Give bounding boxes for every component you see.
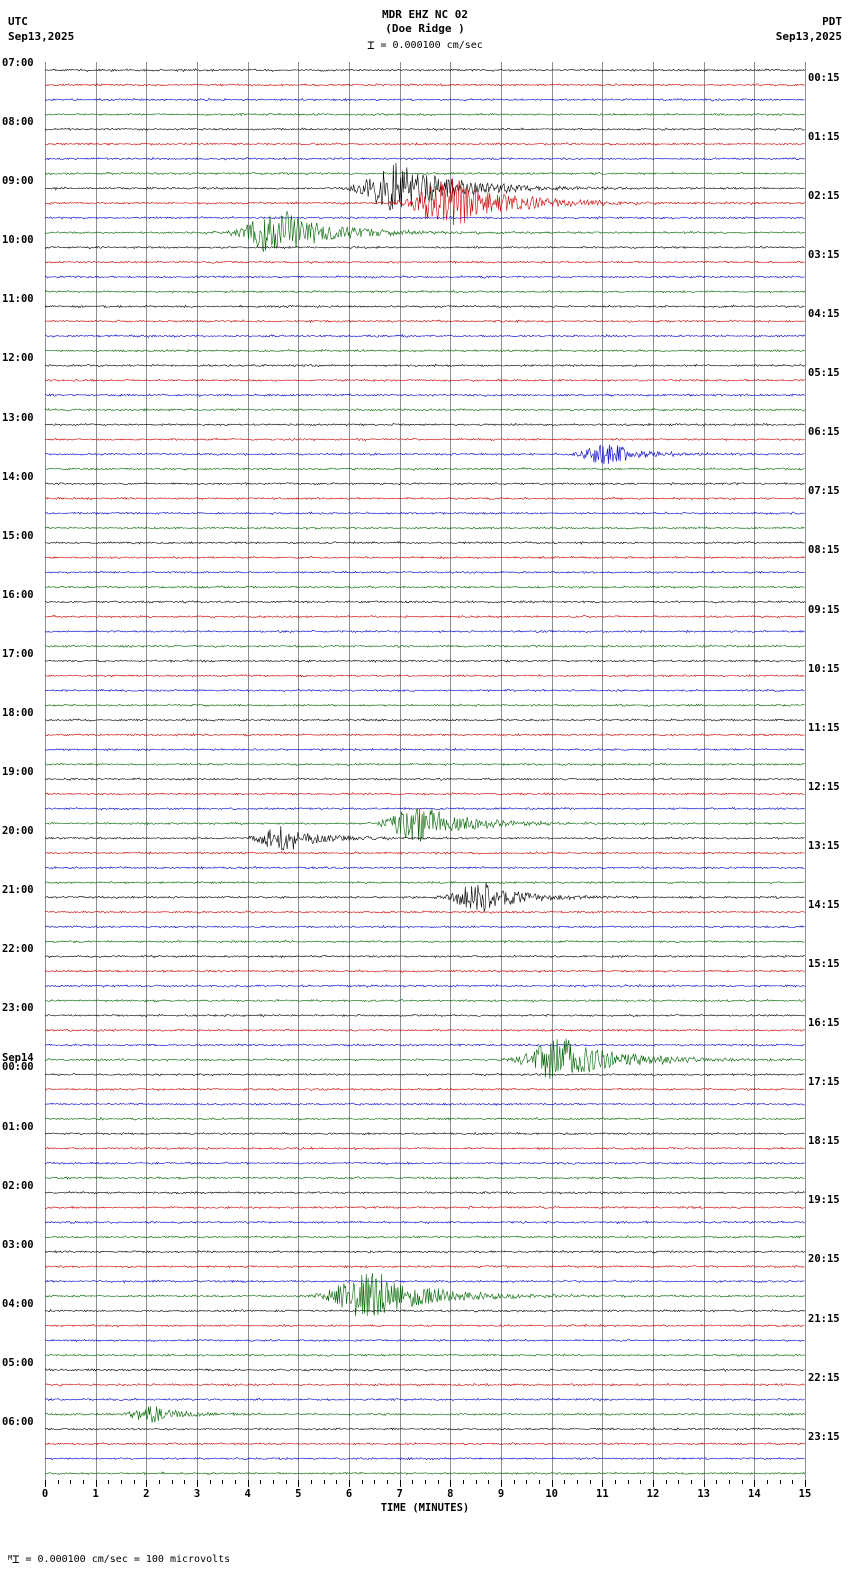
x-tick-minor (210, 1480, 211, 1484)
seismic-trace (45, 84, 805, 86)
left-time-label: 19:00 (2, 766, 34, 778)
seismic-trace (45, 1073, 805, 1076)
seismic-trace (45, 733, 805, 736)
seismic-trace (45, 394, 805, 397)
seismic-trace (45, 1369, 805, 1372)
x-tick (704, 1480, 705, 1487)
seismic-trace (45, 1280, 805, 1283)
right-time-label: 23:15 (808, 1430, 840, 1443)
left-time-label: 18:00 (2, 706, 34, 719)
seismic-trace (45, 778, 805, 781)
right-time-label: 00:15 (808, 71, 840, 84)
seismic-trace (45, 911, 805, 914)
seismic-trace (45, 1310, 805, 1313)
left-time-label: 03:00 (2, 1238, 34, 1251)
x-tick-label: 14 (748, 1488, 761, 1500)
x-tick (45, 1480, 46, 1487)
seismic-trace (45, 1117, 805, 1120)
x-tick-minor (476, 1480, 477, 1484)
x-tick-minor (184, 1480, 185, 1484)
right-time-label: 06:15 (808, 426, 840, 439)
x-tick-minor (539, 1480, 540, 1484)
seismic-trace (45, 1206, 805, 1209)
x-tick-label: 5 (295, 1488, 302, 1500)
left-time-label: 22:00 (2, 943, 34, 956)
seismogram-plot (45, 62, 805, 1480)
left-time-label: 13:00 (2, 411, 34, 424)
seismic-trace (45, 793, 805, 796)
right-time-label: 15:15 (808, 958, 840, 971)
x-tick (96, 1480, 97, 1487)
left-time-label: 21:00 (2, 884, 34, 897)
seismic-trace (45, 1236, 805, 1239)
seismic-trace (45, 438, 805, 441)
x-tick-minor (58, 1480, 59, 1484)
x-tick-minor (666, 1480, 667, 1484)
x-tick-label: 15 (798, 1488, 812, 1500)
scale-label: = 0.000100 cm/sec (380, 40, 483, 51)
x-tick-minor (286, 1480, 287, 1484)
seismic-trace (45, 542, 805, 545)
x-tick (146, 1480, 147, 1487)
x-tick-minor (615, 1480, 616, 1484)
seismic-trace (45, 172, 805, 175)
seismic-trace (45, 999, 805, 1002)
seismic-trace (45, 320, 805, 323)
x-tick-minor (526, 1480, 527, 1484)
x-tick-minor (83, 1480, 84, 1484)
x-tick-minor (640, 1480, 641, 1484)
seismic-trace (45, 143, 805, 146)
seismic-trace (45, 290, 805, 293)
left-time-label: 11:00 (2, 293, 34, 306)
seismic-trace (45, 867, 805, 870)
x-tick-minor (159, 1480, 160, 1484)
x-tick-minor (374, 1480, 375, 1484)
x-tick-minor (564, 1480, 565, 1484)
x-tick (602, 1480, 603, 1487)
x-tick-label: 12 (646, 1488, 660, 1500)
seismic-trace (45, 1472, 805, 1475)
x-tick-minor (780, 1480, 781, 1484)
x-tick-minor (70, 1480, 71, 1484)
right-time-label: 08:15 (808, 544, 840, 557)
x-tick (501, 1480, 502, 1487)
right-time-label: 05:15 (808, 367, 840, 380)
left-time-label: 14:00 (2, 470, 34, 483)
x-tick-minor (729, 1480, 730, 1484)
seismic-trace (45, 675, 805, 677)
x-tick-minor (628, 1480, 629, 1484)
seismic-trace (45, 1354, 805, 1357)
right-time-label: 10:15 (808, 662, 840, 675)
x-tick-label: 6 (345, 1488, 353, 1500)
x-tick-label: 3 (193, 1488, 201, 1500)
seismic-trace (45, 826, 805, 850)
x-tick-minor (336, 1480, 337, 1484)
x-tick-minor (590, 1480, 591, 1484)
seismic-trace (45, 423, 805, 426)
x-tick-minor (514, 1480, 515, 1484)
seismic-trace (45, 1265, 805, 1268)
footer-scale (8, 1552, 230, 1566)
utc-date: Sep13,2025 (8, 30, 75, 43)
left-time-label: 01:00 (2, 1120, 34, 1133)
seismic-trace (45, 881, 805, 883)
right-time-label: 21:15 (808, 1312, 840, 1325)
left-time-label: 04:00 (2, 1297, 34, 1310)
footer-m-icon: M (8, 1554, 13, 1562)
pdt-label: PDT (822, 15, 842, 28)
left-time-label: 23:00 (2, 1002, 34, 1015)
x-tick-label: 9 (497, 1488, 505, 1500)
right-time-label: 11:15 (808, 721, 840, 734)
x-tick-minor (488, 1480, 489, 1484)
left-time-label: 02:00 (2, 1179, 34, 1192)
x-tick-minor (742, 1480, 743, 1484)
seismic-trace (45, 379, 805, 382)
x-tick-minor (767, 1480, 768, 1484)
x-tick-label: 0 (41, 1488, 49, 1500)
right-time-label: 17:15 (808, 1076, 840, 1089)
seismic-trace (45, 1383, 805, 1386)
x-tick-label: 7 (396, 1488, 403, 1500)
seismic-trace (45, 763, 805, 766)
x-tick (754, 1480, 755, 1487)
seismic-trace (45, 689, 805, 692)
x-tick (552, 1480, 553, 1487)
x-tick (349, 1480, 350, 1487)
x-tick-minor (463, 1480, 464, 1484)
x-tick-minor (134, 1480, 135, 1484)
seismic-trace (45, 1251, 805, 1254)
left-time-label: 06:00 (2, 1415, 34, 1428)
seismic-trace (45, 1221, 805, 1224)
right-time-label: 12:15 (808, 780, 840, 793)
gridline-vertical (805, 62, 806, 1480)
right-time-label: 07:15 (808, 485, 840, 498)
seismic-trace (45, 445, 805, 464)
seismic-trace (45, 660, 805, 663)
left-time-label: 12:00 (2, 352, 34, 365)
x-tick-label: 8 (447, 1488, 454, 1500)
x-tick-minor (425, 1480, 426, 1484)
seismic-trace (45, 305, 805, 308)
seismic-trace (45, 1398, 805, 1401)
seismic-trace (45, 1457, 805, 1460)
trace-lines (45, 62, 805, 1480)
footer-scale-bar-icon: ⌶ (12, 1552, 20, 1566)
left-time-label: 05:00 (2, 1356, 34, 1369)
seismic-trace (45, 852, 805, 855)
seismic-trace (45, 1029, 805, 1032)
x-axis (41, 1480, 812, 1500)
seismic-trace (45, 809, 805, 842)
left-time-label: 15:00 (2, 529, 34, 542)
x-tick-minor (235, 1480, 236, 1484)
right-time-label: 20:15 (808, 1253, 840, 1266)
x-tick-minor (691, 1480, 692, 1484)
x-tick-minor (273, 1480, 274, 1484)
seismic-trace (45, 1044, 805, 1046)
seismic-trace (45, 926, 805, 929)
seismic-trace (45, 1273, 805, 1316)
left-time-label: 10:00 (2, 234, 34, 247)
x-tick-minor (108, 1480, 109, 1484)
chart-title-block (0, 8, 850, 36)
seismic-trace (45, 216, 805, 219)
x-axis-title: TIME (MINUTES) (380, 1502, 470, 1514)
x-tick-minor (678, 1480, 679, 1484)
x-tick-minor (438, 1480, 439, 1484)
right-time-label: 01:15 (808, 130, 840, 143)
left-time-label: 09:00 (2, 175, 34, 188)
x-tick-minor (324, 1480, 325, 1484)
x-tick-minor (172, 1480, 173, 1484)
x-tick-minor (121, 1480, 122, 1484)
seismic-trace (45, 468, 805, 471)
x-tick (400, 1480, 401, 1487)
left-time-label: 07:00 (2, 57, 34, 69)
x-tick (298, 1480, 299, 1487)
seismic-trace (45, 69, 805, 72)
seismic-trace (45, 985, 805, 988)
seismic-trace (45, 970, 805, 973)
seismic-trace (45, 586, 805, 588)
seismic-trace (45, 157, 805, 160)
seismic-trace (45, 601, 805, 604)
seismic-trace (45, 276, 805, 279)
seismic-trace (45, 364, 805, 367)
seismic-trace (45, 1177, 805, 1180)
x-tick-label: 2 (143, 1488, 150, 1500)
x-tick-minor (362, 1480, 363, 1484)
right-time-label: 02:15 (808, 189, 840, 202)
left-time-label: 00:00 (2, 1061, 34, 1074)
seismic-trace (45, 1339, 805, 1342)
seismic-trace (45, 645, 805, 648)
station-name: (Doe Ridge ) (385, 22, 465, 35)
x-tick-label: 10 (545, 1488, 558, 1500)
utc-label: UTC (8, 15, 28, 28)
left-time-label: 16:00 (2, 588, 34, 601)
seismic-trace (45, 1088, 805, 1091)
seismic-trace (45, 512, 805, 515)
seismic-trace (45, 955, 805, 958)
seismic-trace (45, 556, 805, 559)
seismic-trace (45, 704, 805, 707)
x-tick (450, 1480, 451, 1487)
right-time-label: 14:15 (808, 898, 840, 911)
seismic-trace (45, 497, 805, 500)
right-time-label: 18:15 (808, 1135, 840, 1148)
right-time-label: 03:15 (808, 249, 840, 262)
left-time-label: 20:00 (2, 825, 34, 838)
seismic-trace (45, 98, 805, 101)
seismic-trace (45, 807, 805, 810)
x-tick-minor (260, 1480, 261, 1484)
seismic-trace (45, 1147, 805, 1150)
seismic-trace (45, 527, 805, 530)
x-tick (248, 1480, 249, 1487)
seismic-trace (45, 571, 805, 574)
x-tick (805, 1480, 806, 1487)
footer-label: = 0.000100 cm/sec = 100 microvolts (25, 1554, 231, 1565)
seismic-trace (45, 1132, 805, 1134)
scale-indicator (0, 38, 850, 52)
x-tick-minor (412, 1480, 413, 1484)
x-tick-minor (577, 1480, 578, 1484)
seismic-trace (45, 1406, 805, 1422)
seismic-trace (45, 1191, 805, 1194)
left-date-label: Sep14 (2, 1052, 34, 1065)
seismic-trace (45, 1443, 805, 1446)
seismic-trace (45, 719, 805, 722)
x-tick-label: 4 (244, 1488, 251, 1500)
station-code: MDR EHZ NC 02 (381, 8, 469, 21)
seismic-trace (45, 940, 805, 943)
x-tick-label: 11 (596, 1488, 609, 1500)
left-time-label: 17:00 (2, 647, 34, 660)
seismic-trace (45, 128, 805, 131)
seismic-trace (45, 1014, 805, 1017)
right-time-label: 16:15 (808, 1017, 840, 1030)
right-time-label: 09:15 (808, 603, 840, 616)
seismic-trace (45, 335, 805, 338)
x-tick-minor (792, 1480, 793, 1484)
right-time-label: 22:15 (808, 1371, 840, 1384)
right-time-label: 19:15 (808, 1194, 840, 1207)
seismic-trace (45, 246, 805, 249)
scale-bar-icon: ⌶ (367, 38, 375, 52)
right-time-label: 04:15 (808, 308, 840, 321)
x-tick (197, 1480, 198, 1487)
seismic-trace (45, 1324, 805, 1327)
seismic-trace (45, 1428, 805, 1431)
seismic-trace (45, 261, 805, 264)
x-tick-label: 1 (92, 1488, 99, 1500)
x-tick-minor (716, 1480, 717, 1484)
left-time-label: 08:00 (2, 116, 34, 129)
seismic-trace (45, 1103, 805, 1106)
seismic-trace (45, 113, 805, 116)
x-tick-minor (222, 1480, 223, 1484)
seismic-trace (45, 883, 805, 912)
seismic-trace (45, 409, 805, 412)
pdt-date: Sep13,2025 (775, 30, 842, 43)
right-time-label: 13:15 (808, 839, 840, 852)
x-tick-minor (311, 1480, 312, 1484)
seismic-trace (45, 615, 805, 618)
seismic-trace (45, 483, 805, 486)
x-tick-label: 13 (697, 1488, 710, 1500)
x-tick-minor (387, 1480, 388, 1484)
x-tick (653, 1480, 654, 1487)
seismic-trace (45, 1162, 805, 1165)
seismic-trace (45, 748, 805, 751)
seismic-trace (45, 630, 805, 632)
seismic-trace (45, 350, 805, 352)
